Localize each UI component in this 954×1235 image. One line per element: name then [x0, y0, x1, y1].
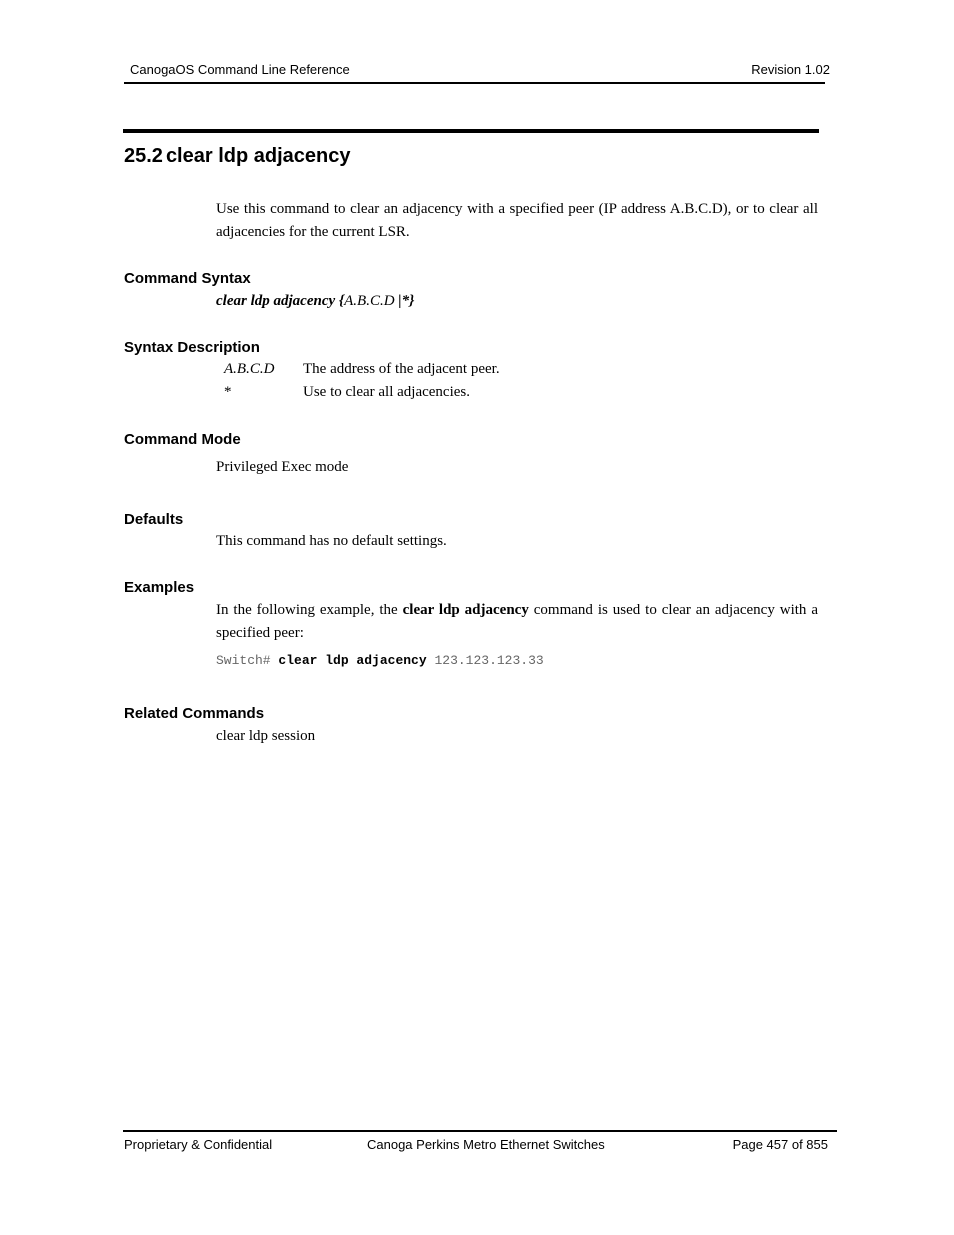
code-example	[216, 653, 544, 668]
param-description: Use to clear all adjacencies.	[303, 384, 470, 400]
section-title-text: clear ldp adjacency	[165, 145, 351, 167]
footer-rule	[123, 1130, 837, 1132]
code-prompt: Switch#	[216, 653, 271, 668]
defaults-heading: Defaults	[124, 511, 184, 528]
examples-text-before: In the following example, the	[216, 602, 403, 618]
running-header-title: CanogaOS Command Line Reference	[130, 62, 350, 77]
syntax-description-row	[224, 384, 470, 401]
section-title-rule	[123, 129, 819, 133]
syntax-open-brace: {	[338, 293, 345, 309]
command-mode-text: Privileged Exec mode	[216, 459, 349, 475]
syntax-all: *	[401, 293, 410, 309]
intro-paragraph: Use this command to clear an adjacency with a specified peer (IP address A.B.C.D), or to clear all adjacencies for the current LSR.	[216, 201, 818, 240]
syntax-separator: |	[398, 293, 402, 309]
related-commands-heading: Related Commands	[124, 705, 265, 722]
code-argument: 123.123.123.33	[434, 653, 544, 668]
footer-page-number: Page 457 of 855	[732, 1137, 828, 1152]
code-command: clear ldp adjacency	[278, 653, 427, 668]
section-title	[124, 145, 350, 168]
param-name: *	[224, 384, 232, 400]
syntax-close-brace: }	[409, 293, 415, 309]
related-commands-text: clear ldp session	[216, 728, 316, 744]
syntax-description-row	[224, 361, 500, 378]
command-mode-heading: Command Mode	[124, 431, 241, 448]
param-name: A.B.C.D	[224, 361, 275, 377]
command-syntax-line	[216, 293, 414, 310]
param-description: The address of the adjacent peer.	[303, 361, 500, 377]
examples-command-bold: clear ldp adjacency	[402, 602, 529, 618]
command-syntax-heading: Command Syntax	[124, 270, 251, 287]
defaults-text: This command has no default settings.	[216, 533, 447, 549]
examples-text-after: command is used to clear an adjacency with a specified peer:	[216, 602, 818, 641]
footer-confidential: Proprietary & Confidential	[124, 1137, 273, 1152]
section-number: 25.2	[124, 145, 163, 167]
header-rule	[124, 82, 825, 84]
examples-heading: Examples	[124, 579, 195, 596]
syntax-param: A.B.C.D	[344, 293, 395, 309]
syntax-description-heading: Syntax Description	[124, 339, 260, 356]
syntax-command: clear ldp adjacency	[216, 293, 336, 309]
running-header-revision: Revision 1.02	[751, 62, 830, 77]
footer-product: Canoga Perkins Metro Ethernet Switches	[367, 1137, 605, 1152]
examples-paragraph	[216, 599, 818, 645]
